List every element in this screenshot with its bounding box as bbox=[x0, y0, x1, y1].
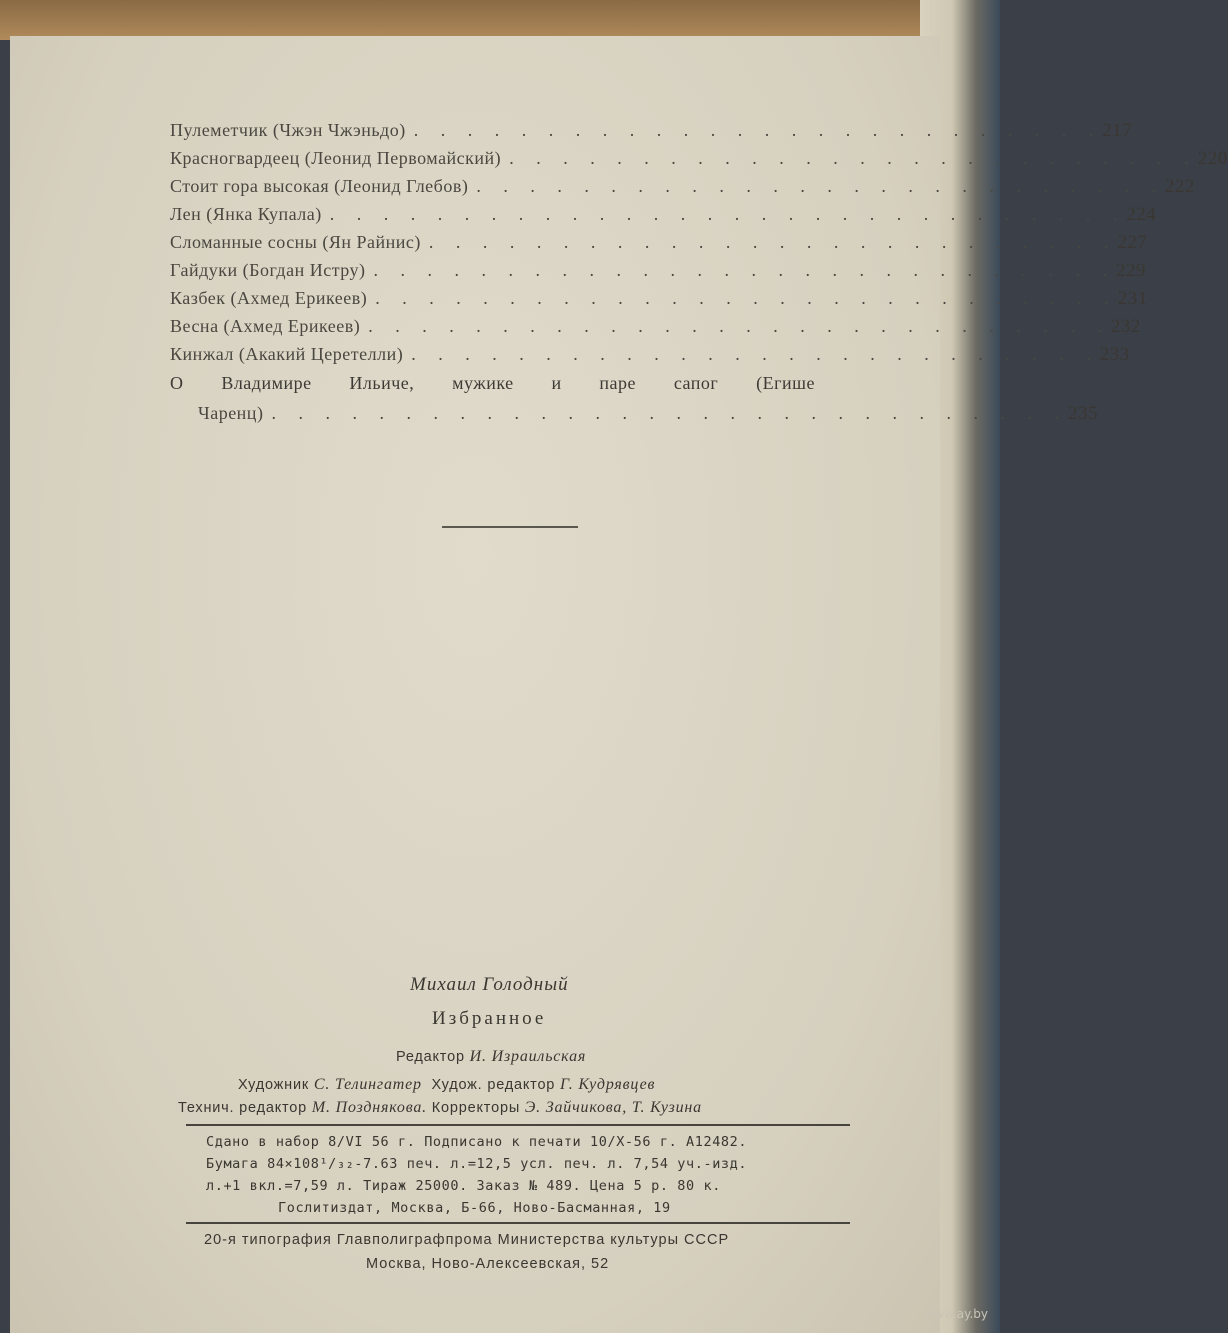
toc-entry-title: Сломанные сосны (Ян Райнис) bbox=[170, 232, 421, 252]
toc-entry bbox=[170, 284, 1148, 312]
colophon-author: Михаил Голодный bbox=[410, 974, 569, 995]
art-editor-label: Худож. редактор bbox=[431, 1077, 556, 1093]
toc-entry bbox=[170, 340, 1130, 368]
toc-leader-dots: . . . . . . . . . . . . . . . . . . . . . . . . . . . . bbox=[368, 316, 1111, 336]
toc-entry-title: Лен (Янка Купала) bbox=[170, 204, 322, 224]
toc-leader-dots: . . . . . . . . . . . . . . . . . . . . . . . . . . bbox=[476, 176, 1165, 196]
toc-leader-dots: . . . . . . . . . . . . . . . . . . . . . . . . . . . . . . bbox=[271, 403, 1068, 423]
toc-leader-dots: . . . . . . . . . . . . . . . . . . . . . . . . . . bbox=[411, 344, 1100, 364]
colophon-line-print-run: л.+1 вкл.=7,59 л. Тираж 25000. Заказ № 489. Цена 5 р. 80 к. bbox=[206, 1178, 721, 1194]
toc-entry-page: 232 bbox=[1110, 316, 1141, 337]
art-editor-name: Г. Кудрявцев bbox=[560, 1076, 656, 1093]
toc-entry-line2 bbox=[170, 398, 1098, 429]
toc-entry-title: Казбек (Ахмед Ерикеев) bbox=[170, 288, 368, 308]
toc-entry-page: 220 bbox=[1197, 148, 1228, 169]
toc-entry-page: 233 bbox=[1099, 344, 1130, 365]
toc-entry bbox=[170, 200, 1157, 228]
colophon-printer-address: Москва, Ново-Алексеевская, 52 bbox=[366, 1256, 610, 1272]
colophon-tech-editors bbox=[178, 1099, 702, 1117]
toc-entry-title: Пулеметчик (Чжэн Чжэньдо) bbox=[170, 120, 406, 140]
colophon-line-publisher: Гослитиздат, Москва, Б-66, Ново-Басманная, 19 bbox=[278, 1200, 671, 1216]
tech-editor-name: М. Позднякова. bbox=[311, 1099, 427, 1116]
toc-leader-dots: . . . . . . . . . . . . . . . . . . . . . . . . . . bbox=[509, 148, 1198, 168]
toc-entry bbox=[170, 256, 1147, 284]
toc-entry-title-line1: О Владимире Ильиче, мужике и паре сапог (Егише bbox=[170, 373, 815, 393]
colophon-title: Избранное bbox=[432, 1008, 547, 1029]
correctors-names: Э. Зайчикова, Т. Кузина bbox=[524, 1099, 702, 1116]
colophon-printer: 20-я типография Главполиграфпрома Министерства культуры СССР bbox=[204, 1232, 730, 1248]
toc-entry bbox=[170, 172, 1195, 200]
toc-entry-page: 217 bbox=[1102, 120, 1133, 141]
toc-entry-title: Стоит гора высокая (Леонид Глебов) bbox=[170, 176, 469, 196]
toc-leader-dots: . . . . . . . . . . . . . . . . . . . . . . . . . . bbox=[428, 232, 1118, 252]
colophon-editor bbox=[396, 1048, 586, 1066]
site-watermark: www.ay.by bbox=[924, 1307, 988, 1321]
toc-leader-dots: . . . . . . . . . . . . . . . . . . . . . . . . . . . . . . bbox=[329, 204, 1127, 224]
toc-entry bbox=[170, 116, 1133, 144]
toc-entry-title-line2: Чаренц) bbox=[198, 403, 264, 423]
toc-entry-title: Кинжал (Акакий Церетелли) bbox=[170, 344, 404, 364]
table-of-contents bbox=[170, 116, 1228, 429]
toc-leader-dots: . . . . . . . . . . . . . . . . . . . . . . . . . . bbox=[413, 120, 1103, 140]
toc-entry-page: 229 bbox=[1116, 260, 1147, 281]
toc-entry-multiline bbox=[170, 368, 1098, 429]
toc-entry-title: Весна (Ахмед Ерикеев) bbox=[170, 316, 361, 336]
toc-entry-page: 231 bbox=[1117, 288, 1148, 309]
correctors-label: Корректоры bbox=[431, 1100, 521, 1116]
toc-entry-page: 224 bbox=[1126, 204, 1157, 225]
editor-name: И. Израильская bbox=[469, 1048, 587, 1065]
colophon-artists bbox=[238, 1076, 655, 1094]
toc-entry-title: Красногвардеец (Леонид Первомайский) bbox=[170, 148, 502, 168]
colophon-line-paper: Бумага 84×108¹/₃₂-7.63 печ. л.=12,5 усл. печ. л. 7,54 уч.-изд. bbox=[206, 1156, 748, 1172]
artist-name: С. Телингатер bbox=[313, 1076, 422, 1093]
toc-entry bbox=[170, 144, 1228, 172]
toc-entry-page: 235 bbox=[1067, 403, 1098, 424]
toc-leader-dots: . . . . . . . . . . . . . . . . . . . . . . . . . . . . bbox=[373, 260, 1117, 280]
artist-label: Художник bbox=[238, 1077, 310, 1093]
editor-label: Редактор bbox=[396, 1049, 465, 1065]
toc-entry-page: 227 bbox=[1117, 232, 1148, 253]
toc-entry bbox=[170, 312, 1141, 340]
toc-entry-page: 222 bbox=[1164, 176, 1195, 197]
toc-leader-dots: . . . . . . . . . . . . . . . . . . . . . . . . . . . . bbox=[375, 288, 1118, 308]
tech-editor-label: Технич. редактор bbox=[178, 1100, 308, 1116]
book-cover-top-edge bbox=[0, 0, 1000, 40]
section-divider bbox=[442, 526, 578, 528]
colophon-line-typeset: Сдано в набор 8/VI 56 г. Подписано к печати 10/X-56 г. А12482. bbox=[206, 1134, 748, 1150]
toc-entry-title: Гайдуки (Богдан Истру) bbox=[170, 260, 366, 280]
toc-entry bbox=[170, 228, 1148, 256]
colophon-rule-bottom bbox=[186, 1222, 850, 1224]
colophon-rule-top bbox=[186, 1124, 850, 1126]
